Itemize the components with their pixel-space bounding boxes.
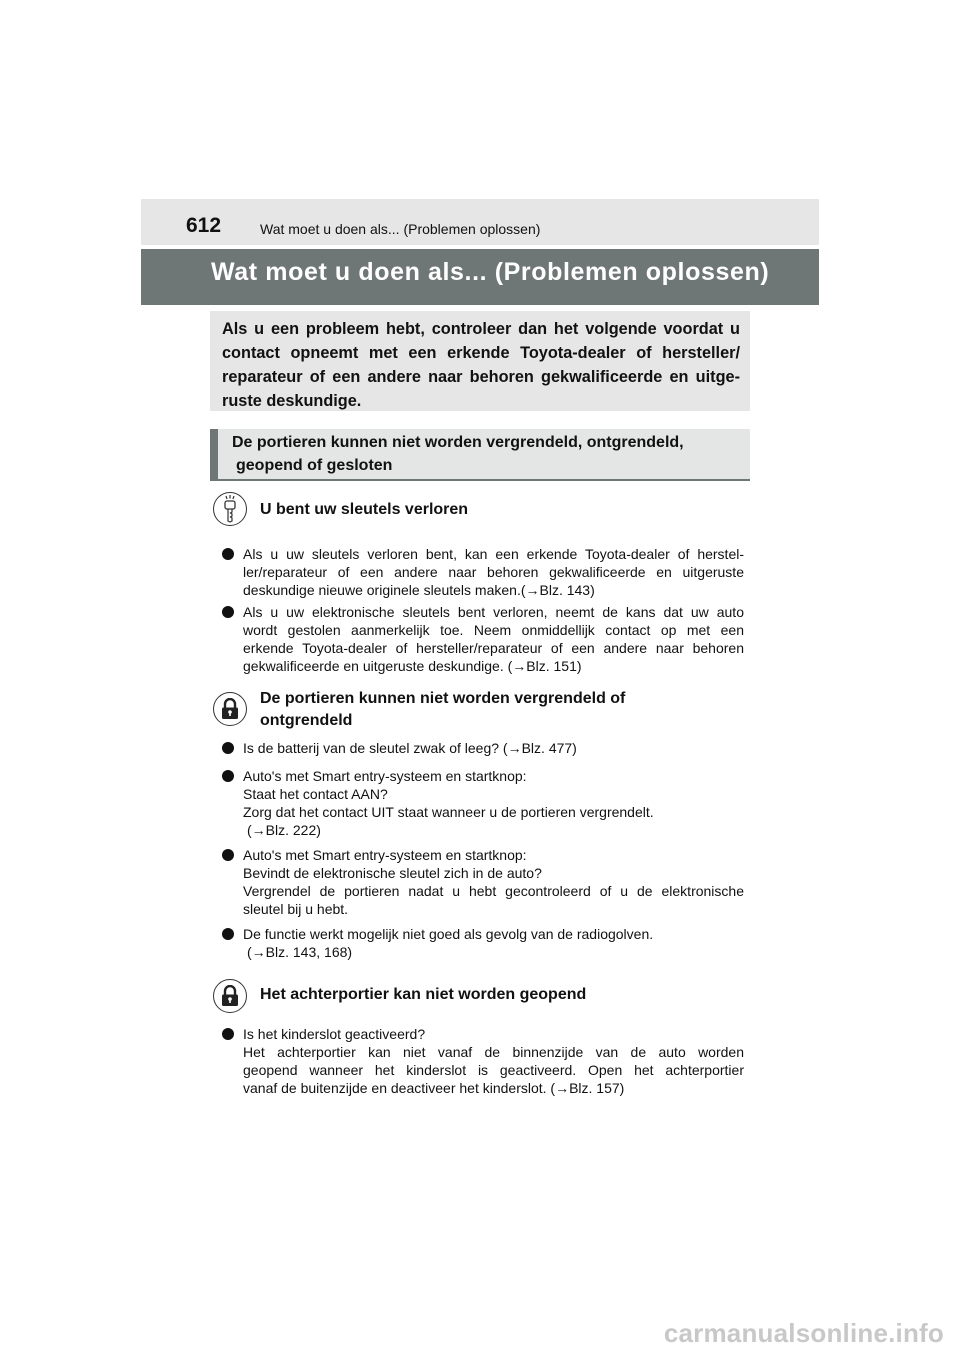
list-item — [222, 767, 744, 839]
bullet-icon — [222, 548, 234, 560]
item-line: Als u uw sleutels verloren bent, kan een erkende Toyota-dealer of herstel- — [243, 546, 744, 562]
subsection-title-line2: ontgrendeld — [260, 712, 353, 729]
list-item — [222, 603, 744, 675]
section-heading-line2: geopend of gesloten — [236, 457, 393, 474]
subsection-title-lost-keys: U bent uw sleutels verloren — [260, 501, 469, 518]
subsection-title-lock — [260, 688, 625, 732]
item-line: sleutel bij u hebt. — [243, 901, 349, 917]
bullet-icon — [222, 770, 234, 782]
item-line: Auto's met Smart entry-systeem en startknop: — [243, 768, 527, 784]
section-heading — [210, 429, 750, 481]
item-line: vanaf de buitenzijde en deactiveer het kinderslot. (→Blz. 157) — [243, 1080, 625, 1096]
item-line: geopend wanneer het kinderslot is geactiveerd. Open het achterportier — [243, 1062, 744, 1078]
item-line: Als u uw elektronische sleutels bent verloren, neemt de kans dat uw auto — [243, 604, 744, 620]
list-item — [222, 545, 744, 599]
item-line: Is de batterij van de sleutel zwak of leeg? (→Blz. 477) — [243, 740, 577, 756]
item-line: wordt gestolen aanmerkelijk toe. Neem onmiddellijk contact op met een — [243, 622, 744, 638]
section-heading-text — [232, 431, 732, 477]
intro-box: Als u een probleem hebt, controleer dan het volgende voordat u contact opneemt met een erkende Toyota-dealer of hersteller/ reparateur of een andere naar behoren gekwalificeerde en uitge- ruste deskundige. — [210, 311, 750, 411]
item-line: ler/reparateur of een andere naar behoren gekwalificeerde en uitgeruste — [243, 564, 744, 580]
subsection-title-rear-door: Het achterportier kan niet worden geopend — [260, 986, 587, 1003]
bullet-icon — [222, 606, 234, 618]
watermark: carmanualsonline.info — [663, 1318, 944, 1348]
subsection-title-line1: De portieren kunnen niet worden vergrendeld of — [260, 690, 626, 707]
bullet-icon — [222, 849, 234, 861]
list-item — [222, 739, 744, 757]
bullet-icon — [222, 928, 234, 940]
item-line: Zorg dat het contact UIT staat wanneer u de portieren vergrendelt. — [243, 804, 654, 820]
item-line: Auto's met Smart entry-systeem en startknop: — [243, 847, 527, 863]
item-line: erkende Toyota-dealer of hersteller/reparateur of een andere naar behoren — [243, 640, 744, 656]
item-line: gekwalificeerde en uitgeruste deskundige. (→Blz. 151) — [243, 658, 582, 674]
list-item — [222, 925, 744, 961]
list-item — [222, 846, 744, 918]
item-line: Staat het contact AAN? — [243, 786, 388, 802]
bullet-icon — [222, 1028, 234, 1040]
item-line: Bevindt de elektronische sleutel zich in de auto? — [243, 865, 542, 881]
item-line: (→Blz. 222) — [247, 822, 321, 838]
item-line: Het achterportier kan niet vanaf de binnenzijde van de auto worden — [243, 1044, 744, 1060]
bullet-icon — [222, 742, 234, 754]
page-number: 612 — [186, 214, 222, 237]
list-item — [222, 1025, 744, 1097]
running-head: Wat moet u doen als... (Problemen oplossen) — [260, 221, 541, 237]
item-line: (→Blz. 143, 168) — [247, 944, 353, 960]
key-icon — [213, 492, 247, 526]
lock-icon — [213, 979, 247, 1013]
item-line: deskundige nieuwe originele sleutels maken.(→Blz. 143) — [243, 582, 595, 598]
section-heading-line1: De portieren kunnen niet worden vergrendeld, ontgrendeld, — [232, 434, 684, 451]
chapter-title: Wat moet u doen als... (Problemen oplossen) — [211, 258, 770, 286]
item-line: Vergrendel de portieren nadat u hebt gecontroleerd of u de elektronische — [243, 883, 744, 899]
item-line: Is het kinderslot geactiveerd? — [243, 1026, 426, 1042]
lock-icon — [213, 692, 247, 726]
item-line: De functie werkt mogelijk niet goed als gevolg van de radiogolven. — [243, 926, 654, 942]
